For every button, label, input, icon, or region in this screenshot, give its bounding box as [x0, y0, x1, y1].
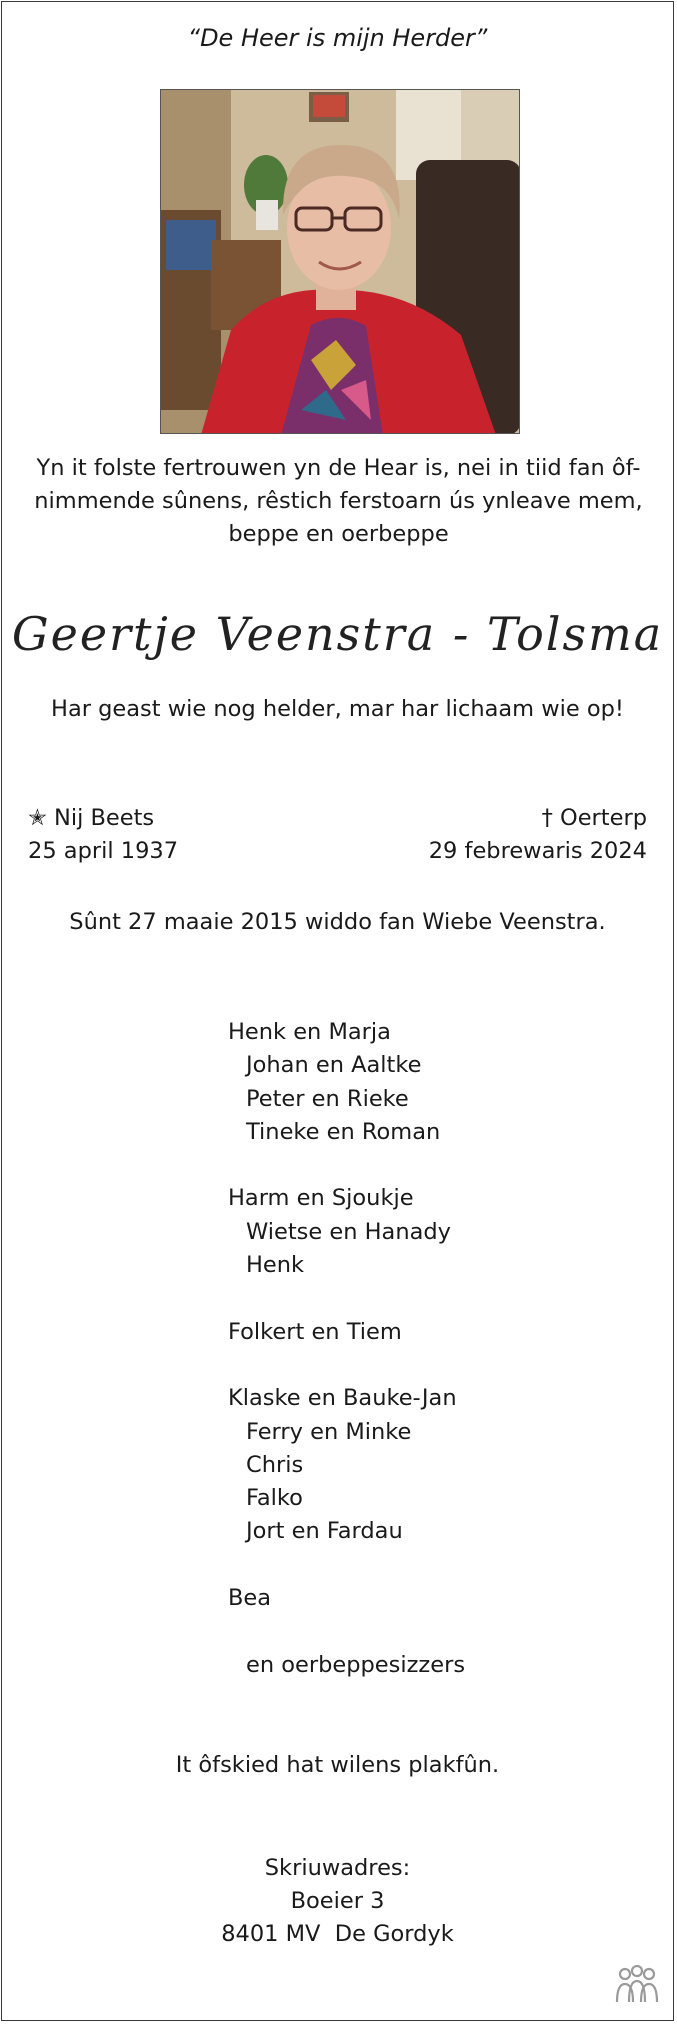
family-member: Falko [246, 1485, 303, 1512]
family-spacer [228, 1149, 465, 1182]
portrait-photo [160, 89, 520, 434]
obituary-card [1, 1, 674, 2021]
family-spacer [228, 1349, 465, 1382]
address-label: Skriuwadres: [264, 1855, 411, 1881]
quote: Har geast wie nog helder, mar har lichaam wie op! [51, 696, 624, 722]
family-member: Johan en Aaltke [246, 1052, 422, 1079]
family-member: Chris [246, 1451, 304, 1478]
intro-line: Yn it folste fertrouwen yn de Hear is, nei in tiid fan ôf- [36, 455, 641, 481]
birth-date: 25 april 1937 [28, 838, 179, 864]
family-member: Henk [246, 1252, 305, 1279]
family-member: Peter en Rieke [246, 1085, 409, 1112]
family-member: Henk en Marja [228, 1019, 391, 1045]
family-spacer [228, 1615, 465, 1648]
address-city: 8401 MV De Gordyk [221, 1921, 454, 1947]
family-member: Ferry en Minke [246, 1418, 412, 1445]
family-member: Bea [228, 1585, 272, 1612]
family-member: Tineke en Roman [246, 1118, 441, 1145]
family-member: en oerbeppesizzers [246, 1651, 466, 1678]
people-logo-icon [613, 1964, 661, 2006]
address-block [2, 1852, 673, 1951]
motto: “De Heer is mijn Herder” [187, 24, 488, 52]
death-info [429, 802, 647, 868]
intro-line: beppe en oerbeppe [228, 521, 449, 547]
family-member: Harm en Sjoukje [228, 1185, 414, 1212]
birth-place: ✭ Nij Beets [28, 805, 155, 831]
intro-text [22, 452, 655, 551]
address-street: Boeier 3 [290, 1888, 385, 1914]
family-spacer [228, 1282, 465, 1315]
intro-line: nimmende sûnens, rêstich ferstoarn ús ynleave mem, [34, 488, 643, 514]
family-member: Jort en Fardau [246, 1518, 403, 1545]
family-member: Klaske en Bauke-Jan [228, 1385, 457, 1412]
death-place: † Oerterp [541, 805, 647, 831]
deceased-name: Geertje Veenstra - Tolsma [11, 607, 664, 661]
family-list [228, 1016, 465, 1682]
widow-line: Sûnt 27 maaie 2015 widdo fan Wiebe Veenstra. [69, 909, 606, 935]
family-member: Folkert en Tiem [228, 1318, 402, 1345]
family-member: Wietse en Hanady [246, 1218, 451, 1245]
death-date: 29 febrewaris 2024 [428, 838, 647, 864]
birth-info [28, 802, 178, 868]
farewell-line: It ôfskied hat wilens plakfûn. [175, 1752, 500, 1778]
family-spacer [228, 1549, 465, 1582]
